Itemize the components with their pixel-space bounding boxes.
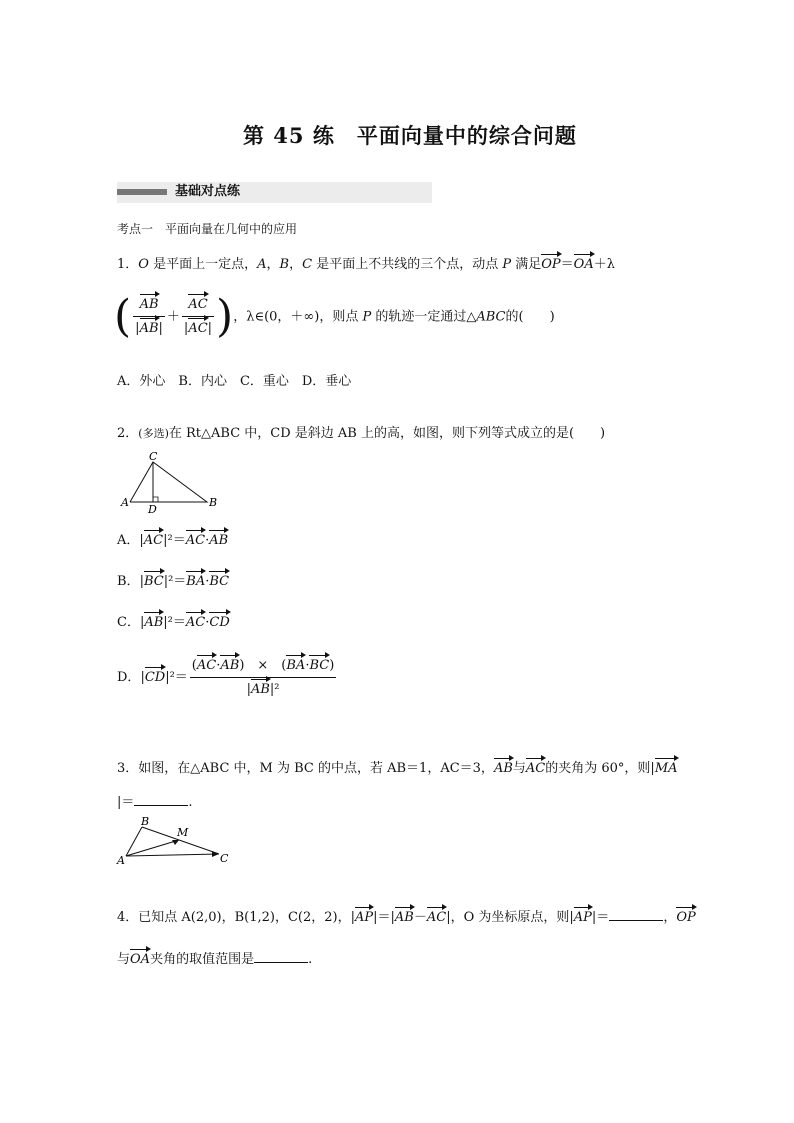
section-bar-icon	[117, 189, 167, 195]
option-c: C．|AB|²＝AC·CD	[117, 615, 230, 630]
figure-label-c: C	[220, 852, 229, 865]
fraction-ab: $\frac{AB}{|AB|}$	[135, 297, 163, 336]
answer-blank[interactable]	[609, 908, 663, 921]
question-number: 1．	[117, 257, 139, 272]
q1-text: 是平面上不共线的三个点，动点	[316, 257, 499, 272]
question-4-line-2: 与OA夹角的取值范围是 .	[117, 952, 313, 967]
vector-ab: AB	[139, 297, 159, 313]
vector-ac: AC	[188, 321, 208, 336]
figure-label-a: A	[121, 496, 129, 509]
q3-text: 3．如图，在△ABC 中，M 为 BC 的中点，若 AB＝1，AC＝3，	[117, 761, 494, 776]
question-2-stem	[117, 426, 605, 442]
option-label: D．	[117, 670, 141, 686]
plus-lambda: ＋λ	[593, 257, 615, 272]
fraction-cd: $\frac{(AC\cdot AB) \times (BA\cdot BC)}{\text{|AB|²}}$	[191, 658, 335, 697]
vector-ab: AB	[139, 321, 159, 336]
left-paren: (	[114, 291, 132, 342]
question-3-line-2: |＝ .	[117, 795, 193, 810]
option-b: B．|BC|²＝BA·BC	[117, 574, 230, 589]
answer-blank[interactable]	[134, 793, 188, 806]
q1-text: 是平面上一定点，	[153, 257, 258, 272]
right-paren: )	[216, 291, 234, 342]
question-number: 2．	[117, 426, 139, 441]
option-a: A．|AC|²＝AC·AB	[117, 533, 229, 548]
q4-text: 夹角的取值范围是	[150, 952, 255, 967]
triangle-abm-figure	[115, 816, 235, 868]
q3-text: |＝	[117, 795, 135, 810]
section-band	[117, 182, 432, 203]
option-d: D．|CD|²＝ $\frac{(AC\cdot AB) \times (BA\cdot BC)}{\text{|AB|²}}$	[117, 658, 335, 697]
q1-text: 的轨迹一定通过△	[375, 309, 477, 325]
right-triangle-figure	[117, 450, 227, 515]
q2-text: 在 Rt△ABC 中，CD 是斜边 AB 上的高，如图，则下列等式成立的是( )	[168, 426, 606, 441]
question-4-line-1: 4．已知点 A(2,0)，B(1,2)，C(2，2)，|AP|＝|AB－AC|，O 为坐标原点，则|AP|＝ ，OP	[117, 910, 696, 925]
q1-text: 的( )	[505, 309, 555, 325]
equals-sign: ＝	[560, 257, 574, 272]
q3-text: 的夹角为 60°，则|	[545, 761, 655, 776]
section-title: 基础对点练	[175, 184, 241, 199]
figure-label-b: B	[209, 496, 218, 509]
option-label: C．	[117, 615, 140, 630]
multi-select-tag: (多选)	[138, 427, 169, 440]
figure-label-d: D	[148, 503, 157, 515]
vector-ac: AC	[188, 297, 208, 313]
option-label: B．	[117, 574, 140, 589]
q4-text: |＝	[591, 910, 610, 925]
figure-label-m: M	[177, 826, 189, 839]
topic-heading: 考点一 平面向量在几何中的应用	[117, 222, 298, 236]
question-1-line-1: 1．O 是平面上一定点，A，B，C 是平面上不共线的三个点，动点 P 满足OP＝OA＋λ	[117, 257, 615, 272]
q1-text: ，λ∈(0，＋∞)，则点	[233, 309, 359, 325]
answer-blank[interactable]	[254, 950, 308, 963]
page-title: 第 45 练 平面向量中的综合问题	[243, 123, 577, 148]
q1-text: 满足	[515, 257, 542, 272]
fraction-ac: $\frac{AC}{|AC|}$	[183, 297, 213, 336]
question-1-options: A．外心 B．内心 C．重心 D．垂心	[117, 374, 352, 389]
figure-label-a: A	[117, 854, 125, 867]
figure-label-b: B	[141, 816, 150, 828]
question-3-line-1: 3．如图，在△ABC 中，M 为 BC 的中点，若 AB＝1，AC＝3，AB与AC的夹角为 60°，则|MA	[117, 761, 678, 776]
vector-oa: OA	[573, 257, 594, 272]
vector-op: OP	[541, 257, 561, 272]
q4-text: |，O 为坐标原点，则|	[446, 910, 574, 925]
option-label: A．	[117, 533, 140, 548]
question-1-line-2: ( $\frac{AB}{|AB|}$ ＋ $\frac{AC}{|AC|}$ )，λ∈(0，＋∞)，则点 P 的轨迹一定通过△ABC的( )	[114, 291, 555, 342]
figure-label-c: C	[149, 450, 158, 463]
q4-text: 4．已知点 A(2,0)，B(1,2)，C(2，2)，|	[117, 910, 355, 925]
